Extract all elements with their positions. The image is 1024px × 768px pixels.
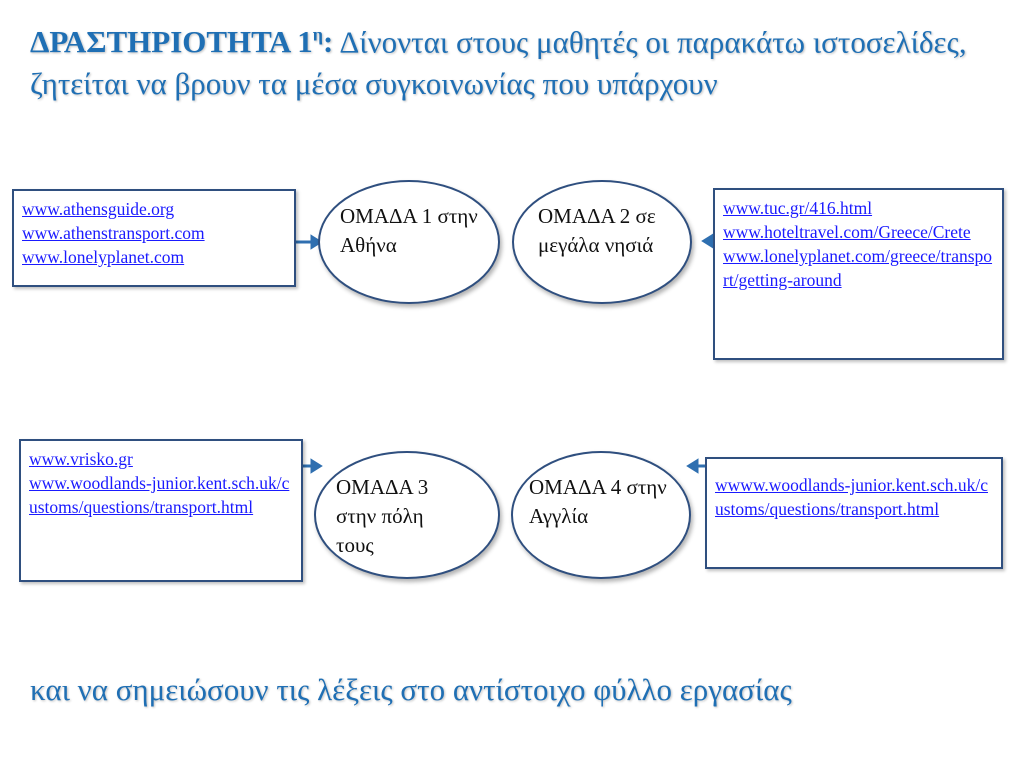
group-1-oval (318, 180, 500, 304)
links-box-group-1 (12, 189, 296, 287)
link[interactable]: www.lonelyplanet.com (22, 247, 185, 267)
group-4-oval (511, 451, 691, 579)
links-box-group-3 (19, 439, 303, 582)
link[interactable]: www.lonelyplanet.com/greece/transport/getting-around (723, 246, 993, 290)
link[interactable]: www.tuc.gr/416.html (723, 198, 873, 218)
group-3-label: ΟΜΑΔΑ 3 στην πόλη τους (336, 475, 429, 557)
links-box-group-4 (705, 457, 1003, 569)
link[interactable]: www.athenstransport.com (22, 223, 205, 243)
link[interactable]: wwww.woodlands-junior.kent.sch.uk/customs/questions/transport.html (715, 475, 988, 519)
link[interactable]: www.woodlands-junior.kent.sch.uk/customs/questions/transport.html (29, 473, 290, 517)
links-box-group-2 (713, 188, 1004, 360)
slide-title (30, 14, 1010, 105)
group-2-label: ΟΜΑΔΑ 2 σε μεγάλα νησιά (538, 204, 656, 257)
link[interactable]: www.vrisko.gr (29, 449, 133, 469)
group-3-oval (314, 451, 500, 579)
title-lead: ΔΡΑΣΤΗΡΙΟΤΗΤΑ $1^\eta$: (30, 24, 334, 60)
group-4-label: ΟΜΑΔΑ 4 στην Αγγλία (529, 475, 667, 528)
link[interactable]: www.athensguide.org (22, 199, 175, 219)
link[interactable]: www.hoteltravel.com/Greece/Crete (723, 222, 971, 242)
group-2-oval (512, 180, 692, 304)
footer-instruction: και να σημειώσουν τις λέξεις στο αντίστοιχο φύλλο εργασίας (30, 672, 792, 707)
arrowhead-3 (312, 461, 320, 471)
title-text: Δίνονται στους μαθητές οι παρακάτω ιστοσελίδες, ζητείται να βρουν τα μέσα συγκοινωνίας που υπάρχουν (30, 24, 967, 102)
group-1-label: ΟΜΑΔΑ 1 στην Αθήνα (340, 204, 478, 257)
arrowhead-4 (689, 461, 697, 471)
arrowhead-2 (704, 236, 712, 246)
